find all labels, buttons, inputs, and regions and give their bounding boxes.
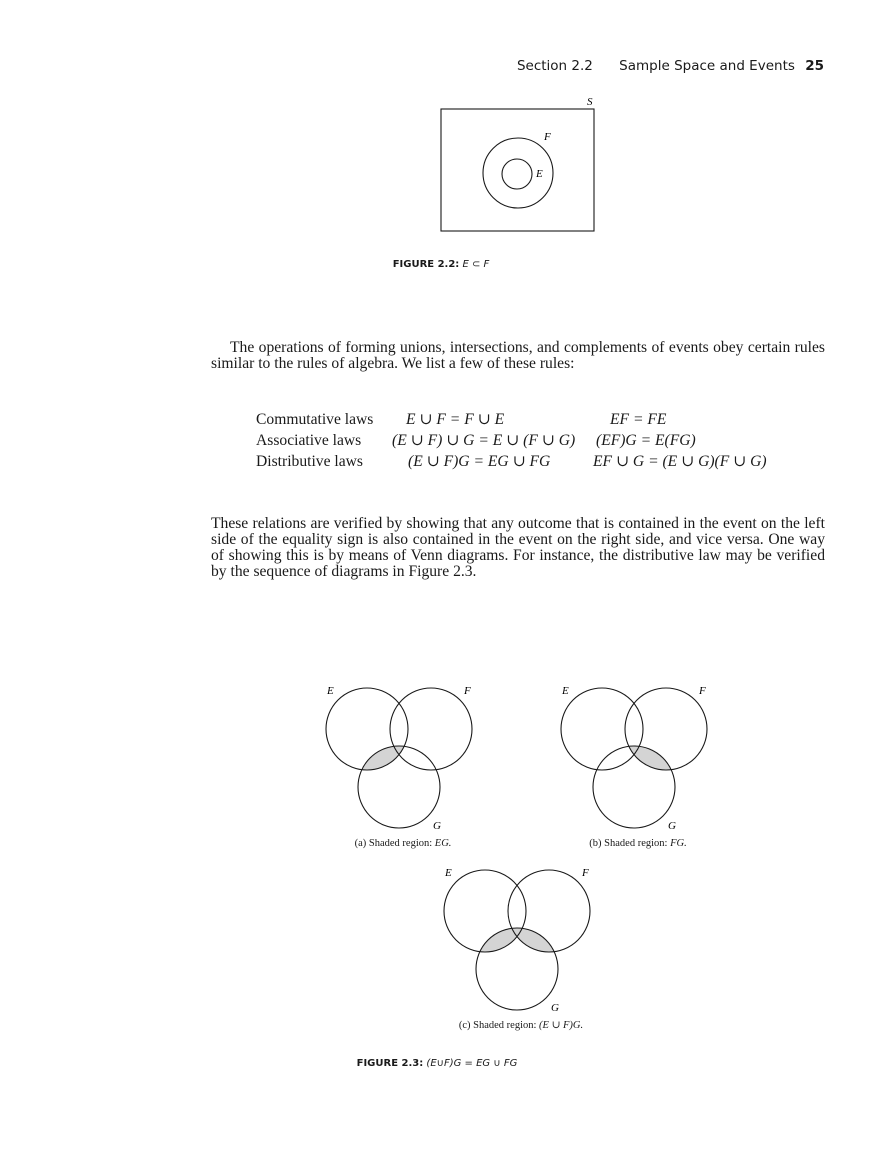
circle-e xyxy=(502,159,532,189)
circle-f xyxy=(508,870,590,952)
figure-2-3-caption-text: (E∪F)G = EG ∪ FG xyxy=(426,1058,518,1069)
figure-2-2-caption-text: E ⊂ F xyxy=(462,259,490,270)
venn-diagram-a xyxy=(318,680,488,835)
circle-f xyxy=(625,688,707,770)
law-name: Associative laws xyxy=(256,432,362,449)
venn-b-caption-set: FG. xyxy=(670,838,687,849)
circle-e xyxy=(326,688,408,770)
label-g: G xyxy=(433,820,441,832)
venn-c-caption-prefix: (c) Shaded region: xyxy=(458,1020,540,1031)
label-e: E xyxy=(562,685,569,697)
figure-2-2-caption-label: FIGURE 2.2: xyxy=(392,259,460,270)
figure-2-3-caption xyxy=(0,1058,882,1069)
circle-g xyxy=(593,746,675,828)
paragraph-1: The operations of forming unions, intersections, and complements of events obey certain rules similar to the rules of algebra. We list a few of these rules: xyxy=(211,339,825,372)
venn-b-caption xyxy=(553,838,723,849)
law-name: Commutative laws xyxy=(256,411,374,428)
label-f: F xyxy=(544,131,551,143)
law-formula-2: EF ∪ G = (E ∪ G)(F ∪ G) xyxy=(593,453,767,470)
law-formula-1: (E ∪ F)G = EG ∪ FG xyxy=(408,453,551,470)
venn-diagram-b xyxy=(553,680,723,835)
label-g: G xyxy=(551,1002,559,1014)
venn-c-caption xyxy=(406,1019,636,1031)
circle-g xyxy=(358,746,440,828)
figure-2-3-caption-label: FIGURE 2.3: xyxy=(356,1058,424,1069)
venn-b-caption-prefix: (b) Shaded region: xyxy=(589,838,671,849)
figure-2-2-diagram xyxy=(430,92,610,237)
venn-a-caption xyxy=(318,838,488,849)
law-formula-2: (EF)G = E(FG) xyxy=(596,432,696,449)
label-f: F xyxy=(464,685,471,697)
label-e: E xyxy=(445,867,452,879)
label-f: F xyxy=(699,685,706,697)
running-head xyxy=(0,58,824,74)
circle-f xyxy=(390,688,472,770)
paragraph-2: These relations are verified by showing that any outcome that is contained in the event on the left side of the equality sign is also contained in the event on the right side, and vice versa. One way of showing this is by means of Venn diagrams. For instance, the distributive law may be verified by the sequence of diagrams in Figure 2.3. xyxy=(211,515,825,580)
law-formula-1: E ∪ F = F ∪ E xyxy=(406,411,505,428)
law-formula-1: (E ∪ F) ∪ G = E ∪ (F ∪ G) xyxy=(392,432,576,449)
label-s: S xyxy=(587,96,593,108)
circle-g xyxy=(476,928,558,1010)
label-e: E xyxy=(327,685,334,697)
figure-2-2-caption xyxy=(0,259,882,270)
venn-c-caption-set: (E ∪ F)G. xyxy=(539,1020,584,1031)
law-name: Distributive laws xyxy=(256,453,363,470)
section-title: Sample Space and Events xyxy=(619,58,795,74)
section-label: Section 2.2 xyxy=(516,58,593,74)
circle-e xyxy=(561,688,643,770)
venn-a-caption-set: EG. xyxy=(434,838,452,849)
label-e: E xyxy=(536,168,543,180)
venn-a-caption-prefix: (a) Shaded region: xyxy=(354,838,435,849)
law-formula-2: EF = FE xyxy=(610,411,667,428)
venn-diagram-c xyxy=(436,862,606,1017)
label-f: F xyxy=(582,867,589,879)
label-g: G xyxy=(668,820,676,832)
sample-space-rect xyxy=(441,109,594,231)
circle-e xyxy=(444,870,526,952)
page-number: 25 xyxy=(805,58,824,74)
